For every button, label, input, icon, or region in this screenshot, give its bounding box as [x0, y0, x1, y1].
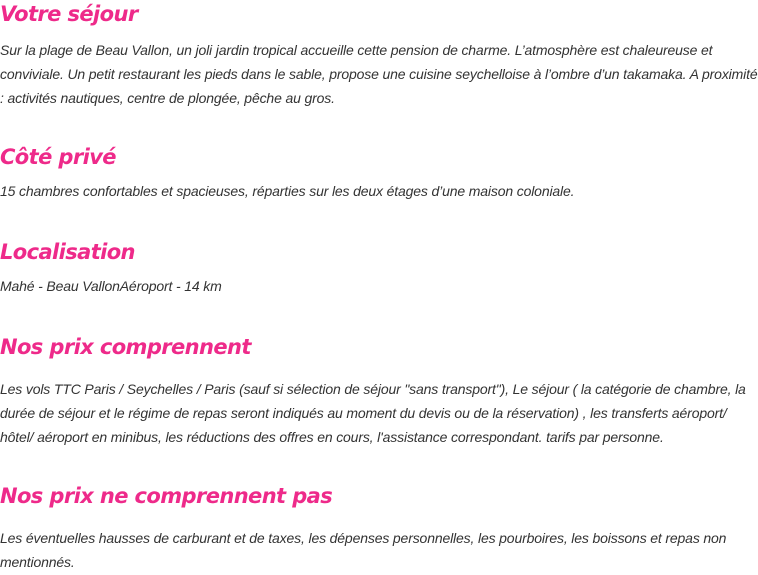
section-text-prix-ne-comprennent-pas: Les éventuelles hausses de carburant et de taxes, les dépenses personnelles, les pourboires, les boissons et repas non mentionnés.	[0, 530, 727, 570]
section-cote-prive	[0, 143, 758, 203]
section-title-localisation: Localisation	[0, 240, 135, 264]
section-prix-ne-comprennent-pas	[0, 482, 758, 574]
section-prix-comprennent	[0, 333, 758, 449]
section-votre-sejour	[0, 0, 758, 110]
section-text-cote-prive: 15 chambres confortables et spacieuses, réparties sur les deux étages d’une maison coloniale.	[0, 183, 575, 199]
section-title-votre-sejour: Votre séjour	[0, 2, 138, 26]
section-localisation	[0, 238, 758, 298]
section-title-prix-comprennent: Nos prix comprennent	[0, 335, 251, 359]
section-text-localisation: Mahé - Beau VallonAéroport - 14 km	[0, 278, 222, 294]
section-text-prix-comprennent: Les vols TTC Paris / Seychelles / Paris (sauf si sélection de séjour "sans transport"), Le séjour ( la catégorie de chambre, la durée de séjour et le régime de repas seront indiqués au moment du devis ou de la réservation) , les transferts aéroport/ hôtel/ aéroport en minibus, les réductions des offres en cours, l'assistance correspondant. tarifs par personne.	[0, 381, 746, 445]
section-title-prix-ne-comprennent-pas: Nos prix ne comprennent pas	[0, 484, 333, 508]
section-text-votre-sejour: Sur la plage de Beau Vallon, un joli jardin tropical accueille cette pension de charme. L’atmosphère est chaleureuse et conviviale. Un petit restaurant les pieds dans le sable, propose une cuisine seychelloise à l’ombre d’un takamaka. A proximité : activités nautiques, centre de plongée, pêche au gros.	[0, 42, 758, 106]
section-title-cote-prive: Côté privé	[0, 145, 116, 169]
